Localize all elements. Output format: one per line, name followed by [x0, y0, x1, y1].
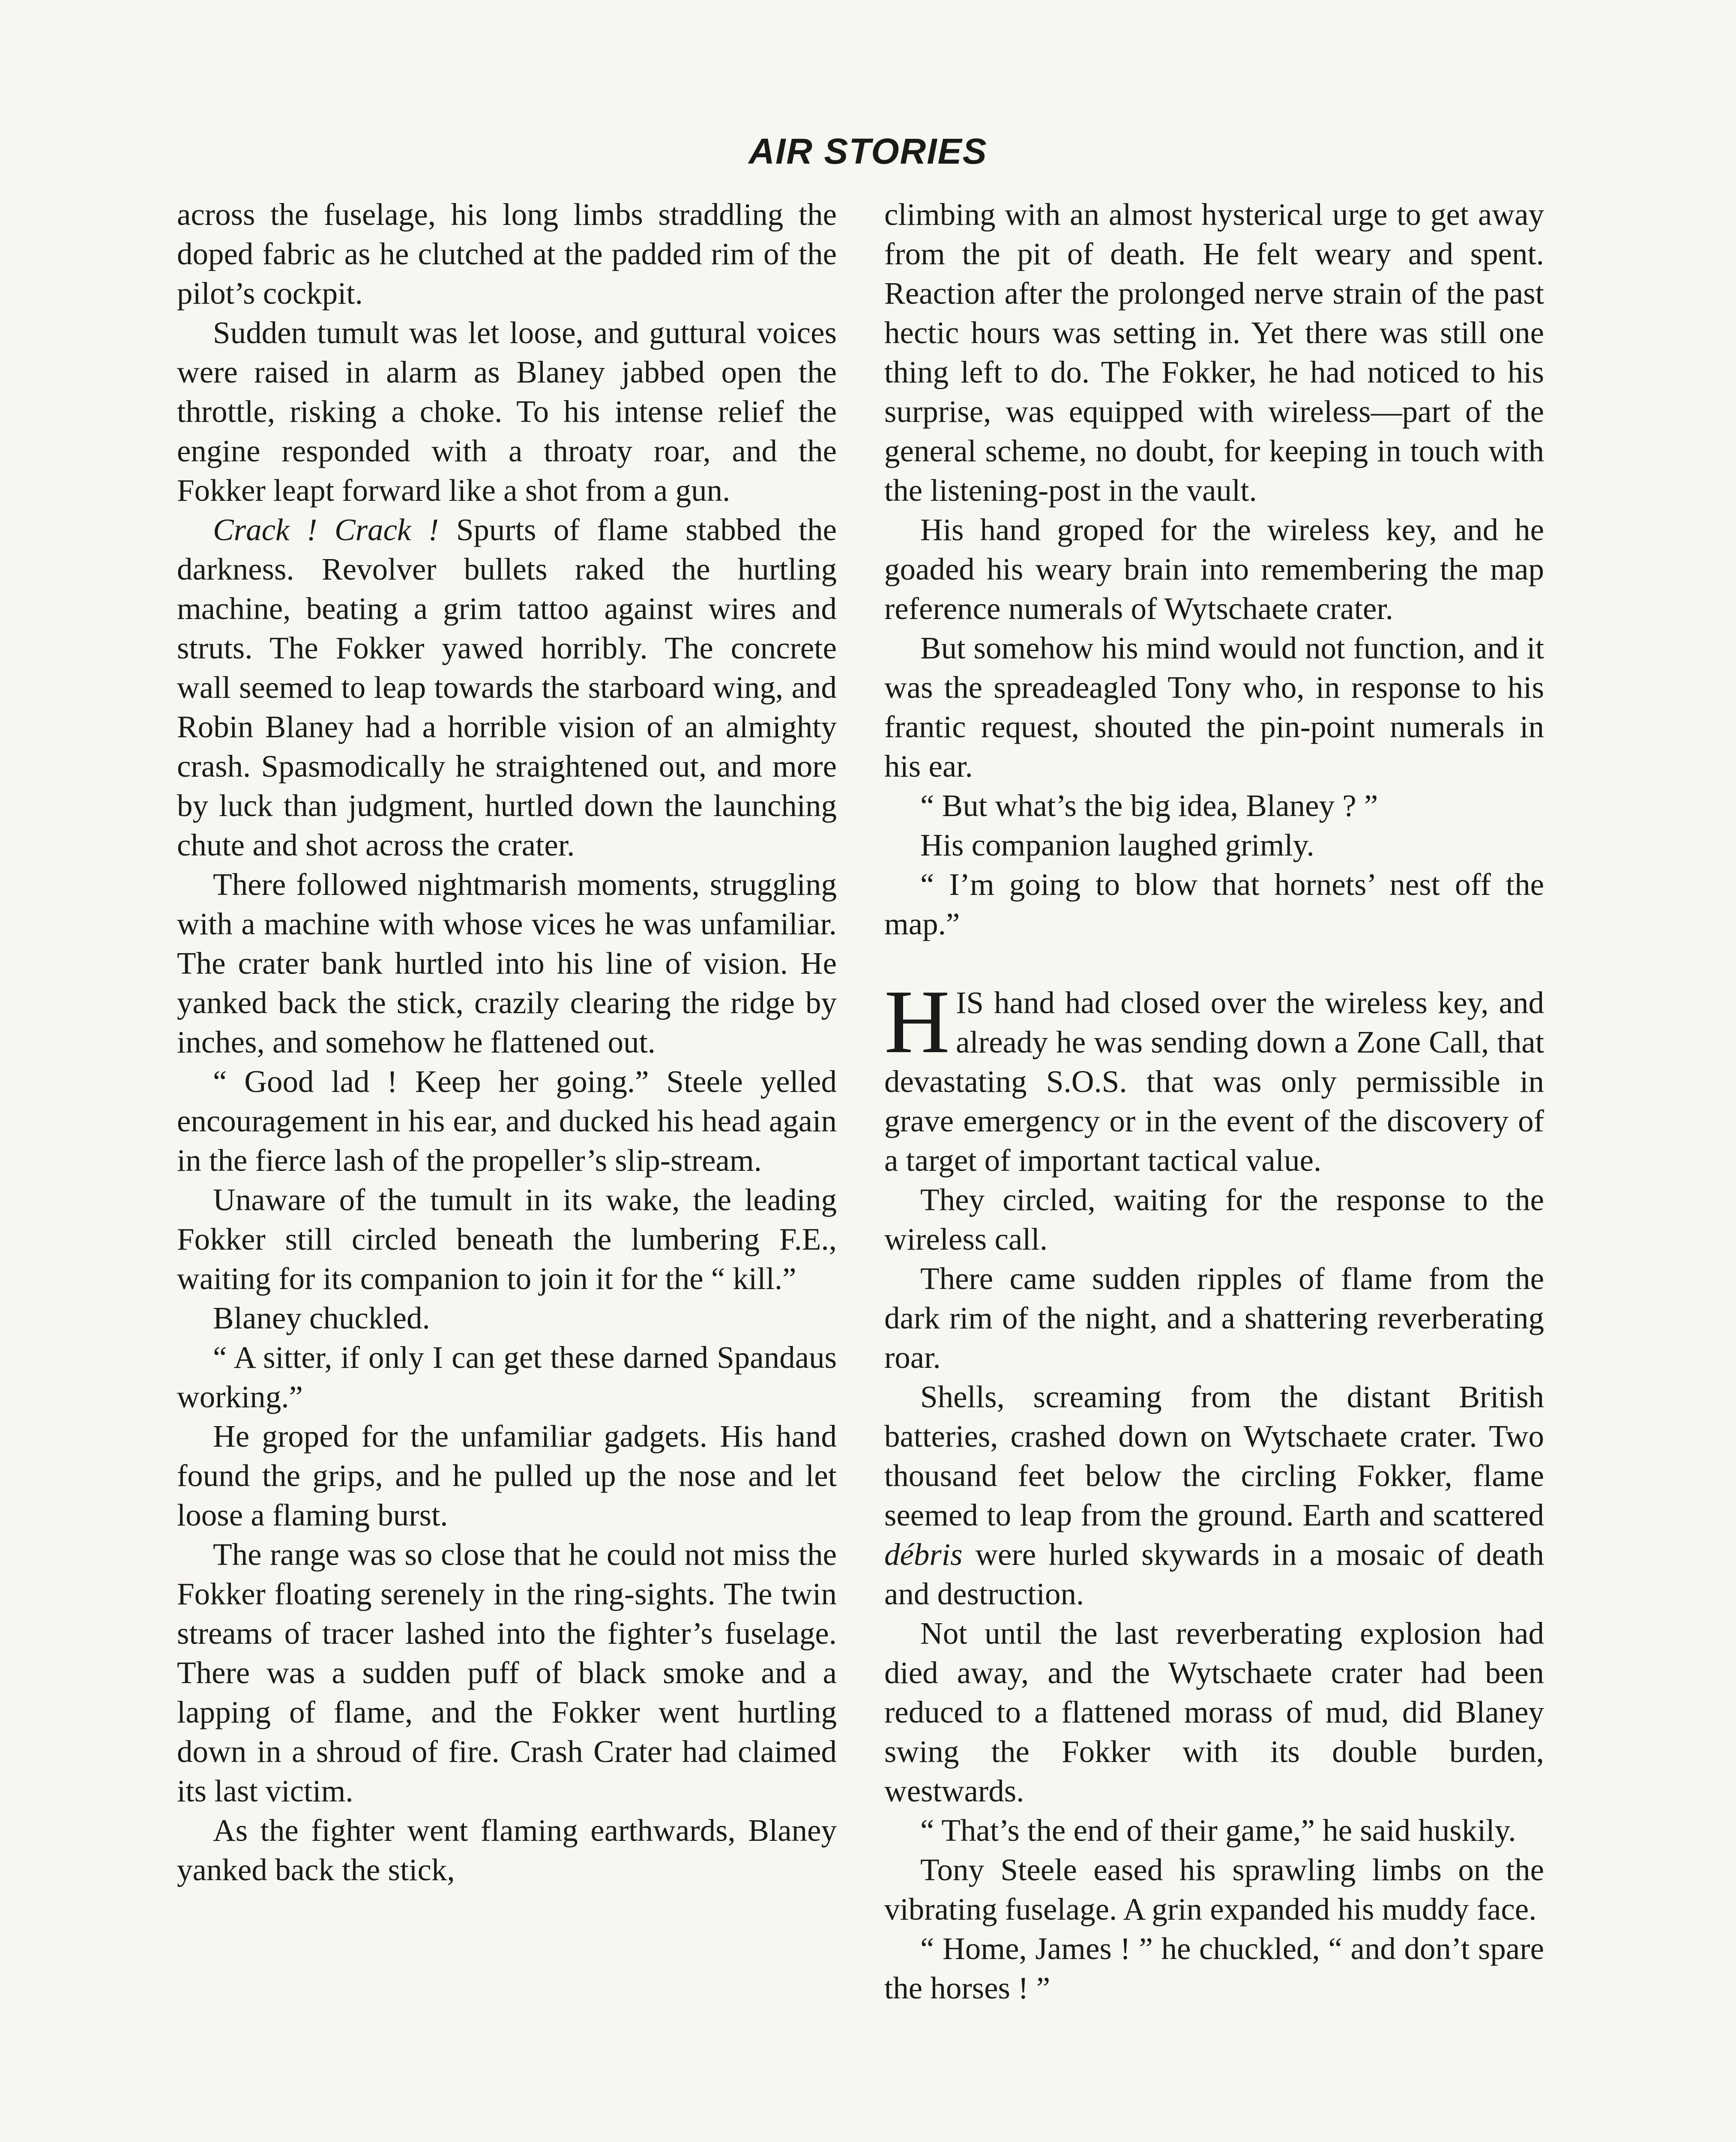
right-paragraph-4: “ But what’s the big idea, Blaney ? ” — [920, 788, 1378, 823]
right-paragraph-14: “ Home, James ! ” he chuckled, “ and don’t spare the horses ! ” — [884, 1931, 1544, 2005]
left-paragraph-5: “ Good lad ! Keep her going.” Steele yelled encouragement in his ear, and ducked his head again in the fierce lash of the propeller’s slip-stream. — [177, 1064, 837, 1178]
drop-cap: H — [884, 971, 950, 1072]
left-column — [177, 195, 837, 1890]
left-paragraph-11: As the fighter went flaming earthwards, Blaney yanked back the stick, — [177, 1813, 837, 1887]
right-paragraph-10-a: Shells, screaming from the distant British batteries, crashed down on Wytschaete crater. Two thousand feet below the circling Fokker, flame seemed to leap from the ground. Earth and scattered — [884, 1379, 1544, 1532]
right-paragraph-10 — [884, 1377, 1544, 1614]
debris-italic: débris — [884, 1537, 963, 1572]
right-paragraph-6: “ I’m going to blow that hornets’ nest off the map.” — [884, 867, 1544, 941]
right-paragraph-11: Not until the last reverberating explosion had died away, and the Wytschaete crater had been reduced to a flattened morass of mud, did Blaney swing the Fokker with its double burden, westwards. — [884, 1616, 1544, 1808]
left-paragraph-2: Sudden tumult was let loose, and guttural voices were raised in alarm as Blaney jabbed open the throttle, risking a choke. To his intense relief the engine responded with a throaty roar, and the Fokker leapt forward like a shot from a gun. — [177, 315, 837, 508]
left-paragraph-4: There followed nightmarish moments, struggling with a machine with whose vices he was unfamiliar. The crater bank hurtled into his line of vision. He yanked back the stick, crazily clearing the ridge by inches, and somehow he flattened out. — [177, 867, 837, 1059]
left-paragraph-10: The range was so close that he could not miss the Fokker floating serenely in the ring-sights. The twin streams of tracer lashed into the fighter’s fuselage. There was a sudden puff of black smoke and a lapping of flame, and the Fokker went hurtling down in a shroud of fire. Crash Crater had claimed its last victim. — [177, 1537, 837, 1808]
right-paragraph-12: “ That’s the end of their game,” he said huskily. — [920, 1813, 1516, 1848]
left-paragraph-3-rest: Spurts of flame stabbed the darkness. Revolver bullets raked the hurtling machine, beating a grim tattoo against wires and struts. The Fokker yawed horribly. The concrete wall seemed to leap towards the starboard wing, and Robin Blaney had a horrible vision of an almighty crash. Spasmodically he straightened out, and more by luck than judgment, hurtled down the launching chute and shot across the crater. — [177, 512, 837, 862]
right-paragraph-1: climbing with an almost hysterical urge to get away from the pit of death. He felt weary and spent. Reaction after the prolonged nerve strain of the past hectic hours was setting in. Yet there was still one thing left to do. The Fokker, he had noticed to his surprise, was equipped with wireless—part of the general scheme, no doubt, for keeping in touch with the listening-post in the vault. — [884, 197, 1544, 508]
running-header: AIR STORIES — [748, 131, 988, 171]
left-paragraph-8: “ A sitter, if only I can get these darned Spandaus working.” — [177, 1340, 837, 1414]
left-paragraph-6: Unaware of the tumult in its wake, the leading Fokker still circled beneath the lumbering F.E., waiting for its companion to join it for the “ kill.” — [177, 1182, 837, 1296]
right-paragraph-9: There came sudden ripples of flame from the dark rim of the night, and a shattering reverberating roar. — [884, 1261, 1544, 1375]
right-paragraph-5: His companion laughed grimly. — [920, 828, 1314, 862]
left-paragraph-7: Blaney chuckled. — [213, 1301, 430, 1335]
right-column — [884, 195, 1544, 2008]
right-paragraph-8: They circled, waiting for the response to the wireless call. — [884, 1182, 1544, 1256]
right-paragraph-13: Tony Steele eased his sprawling limbs on the vibrating fuselage. A grin expanded his muddy face. — [884, 1852, 1544, 1927]
crack-italic: Crack ! Crack ! — [213, 512, 439, 547]
right-paragraph-7-rest: IS hand had closed over the wireless key, and already he was sending down a Zone Call, that devastating S.O.S. that was only permissible in grave emergency or in the event of the discovery of a target of important tactical value. — [884, 985, 1544, 1178]
left-paragraph-9: He groped for the unfamiliar gadgets. His hand found the grips, and he pulled up the nose and let loose a flaming burst. — [177, 1419, 837, 1532]
left-paragraph-1: across the fuselage, his long limbs straddling the doped fabric as he clutched at the padded rim of the pilot’s cockpit. — [177, 197, 837, 311]
left-paragraph-3 — [177, 510, 837, 865]
right-paragraph-3: But somehow his mind would not function, and it was the spreadeagled Tony who, in response to his frantic request, shouted the pin-point numerals in his ear. — [884, 631, 1544, 784]
right-paragraph-7 — [884, 971, 1544, 1180]
right-paragraph-10-b: were hurled skywards in a mosaic of death and destruction. — [884, 1537, 1544, 1611]
right-paragraph-2: His hand groped for the wireless key, and he goaded his weary brain into remembering the map reference numerals of Wytschaete crater. — [884, 512, 1544, 626]
